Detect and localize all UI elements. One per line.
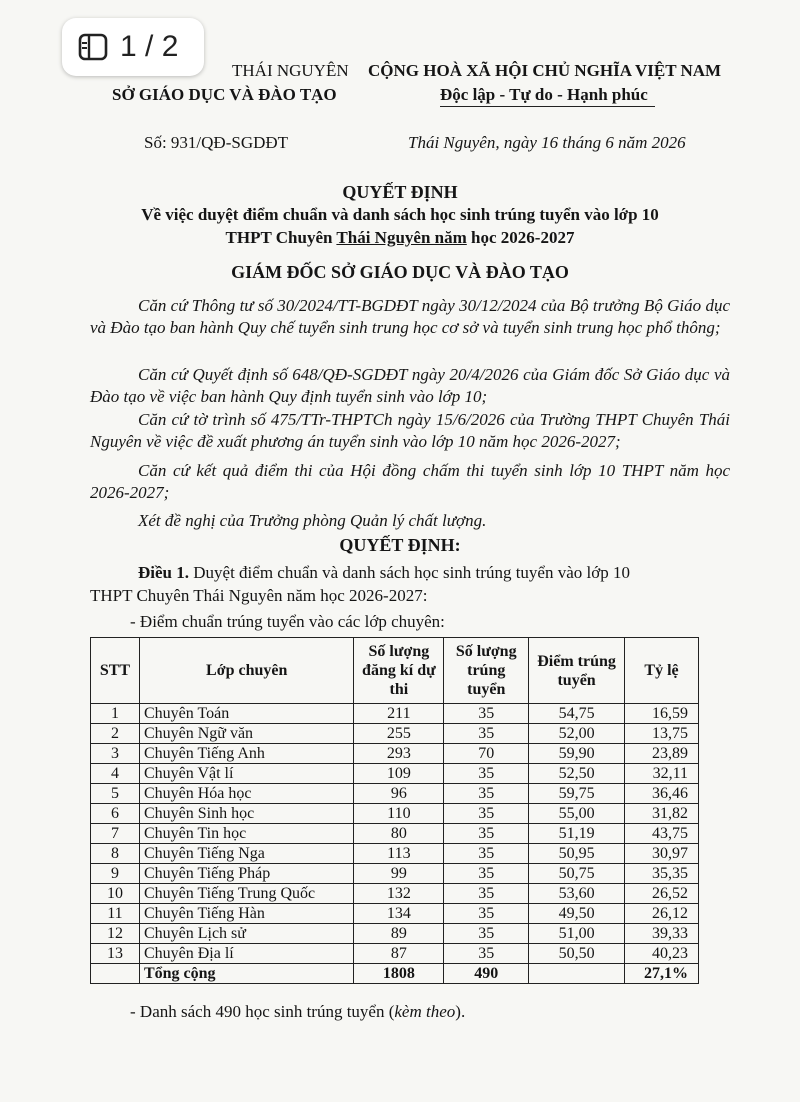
table-cell: 35 <box>444 864 529 884</box>
table-cell: 87 <box>354 944 444 964</box>
table-cell: Chuyên Ngữ văn <box>139 724 353 744</box>
table-cell: 96 <box>354 784 444 804</box>
table-cell: 26,12 <box>625 904 699 924</box>
page-counter-text: 1 / 2 <box>120 30 179 63</box>
decision-heading: QUYẾT ĐỊNH: <box>339 535 461 555</box>
table-cell: 55,00 <box>529 804 625 824</box>
header-registered: Số lượng đăng kí dự thi <box>354 638 444 704</box>
preamble-paragraph: Căn cứ kết quả điểm thi của Hội đồng chấm thi tuyển sinh lớp 10 THPT năm học 2026-2027; <box>90 461 730 502</box>
table-cell: Chuyên Hóa học <box>139 784 353 804</box>
table-cell: 52,50 <box>529 764 625 784</box>
table-cell: 35 <box>444 824 529 844</box>
table-row <box>91 884 699 904</box>
table-cell: 50,95 <box>529 844 625 864</box>
header-class: Lớp chuyên <box>139 638 353 704</box>
table-cell: 59,75 <box>529 784 625 804</box>
admission-score-table <box>90 637 699 984</box>
table-cell: 51,00 <box>529 924 625 944</box>
table-row <box>91 824 699 844</box>
table-cell: 31,82 <box>625 804 699 824</box>
table-cell: Chuyên Toán <box>139 704 353 724</box>
page-counter[interactable] <box>62 18 204 76</box>
table-cell: 113 <box>354 844 444 864</box>
subject-line-2: THPT Chuyên Thái Nguyên năm học 2026-2027 <box>225 228 575 247</box>
table-cell: 35 <box>444 944 529 964</box>
header-cutoff: Điểm trúng tuyển <box>529 638 625 704</box>
table-cell: 49,50 <box>529 904 625 924</box>
nation-title: CỘNG HOÀ XÃ HỘI CHỦ NGHĨA VIỆT NAM <box>368 61 722 80</box>
pages-icon <box>78 33 108 61</box>
table-cell: 16,59 <box>625 704 699 724</box>
table-total-row: Tổng cộng 1808 490 27,1% <box>91 964 699 984</box>
table-cell: 35 <box>444 764 529 784</box>
table-cell: 80 <box>354 824 444 844</box>
table-cell: 39,33 <box>625 924 699 944</box>
table-cell: 36,46 <box>625 784 699 804</box>
table-cell: 54,75 <box>529 704 625 724</box>
table-cell: 12 <box>91 924 140 944</box>
table-cell: 5 <box>91 784 140 804</box>
table-cell: 35 <box>444 724 529 744</box>
table-cell: 293 <box>354 744 444 764</box>
table-cell: 8 <box>91 844 140 864</box>
admitted-list-note: - Danh sách 490 học sinh trúng tuyển (kèm theo). <box>130 1002 466 1021</box>
table-row <box>91 704 699 724</box>
motto-underline <box>440 106 655 107</box>
header-stt: STT <box>91 638 140 704</box>
document-number: Số: 931/QĐ-SGDĐT <box>144 133 289 152</box>
table-cell: 1 <box>91 704 140 724</box>
table-cell: 35,35 <box>625 864 699 884</box>
table-cell: 32,11 <box>625 764 699 784</box>
article-1-line-1: Điều 1. Duyệt điểm chuẩn và danh sách học sinh trúng tuyển vào lớp 10 <box>138 563 630 582</box>
table-cell: 35 <box>444 844 529 864</box>
header-ratio: Tỷ lệ <box>625 638 699 704</box>
table-cell: Chuyên Tiếng Hàn <box>139 904 353 924</box>
table-cell: 30,97 <box>625 844 699 864</box>
table-cell: 26,52 <box>625 884 699 904</box>
preamble-paragraph: Căn cứ tờ trình số 475/TTr-THPTCh ngày 15/6/2026 của Trường THPT Chuyên Thái Nguyên về việc đề xuất phương án tuyển sinh vào lớp 10 năm học 2026-2027; <box>90 410 730 451</box>
header-admitted: Số lượng trúng tuyển <box>444 638 529 704</box>
table-cell: 50,75 <box>529 864 625 884</box>
preamble-paragraph: Căn cứ Quyết định số 648/QĐ-SGDĐT ngày 20/4/2026 của Giám đốc Sở Giáo dục và Đào tạo về việc ban hành Quy định tuyển sinh vào lớp 10; <box>90 365 730 406</box>
table-row <box>91 784 699 804</box>
table-cell: 51,19 <box>529 824 625 844</box>
table-cell: 134 <box>354 904 444 924</box>
table-cell: 4 <box>91 764 140 784</box>
agency-line-1: THÁI NGUYÊN <box>232 61 349 80</box>
table-cell: Chuyên Lịch sử <box>139 924 353 944</box>
table-row <box>91 844 699 864</box>
table-cell: 59,90 <box>529 744 625 764</box>
table-cell: 35 <box>444 924 529 944</box>
table-cell: 52,00 <box>529 724 625 744</box>
table-cell: 211 <box>354 704 444 724</box>
table-cell: 89 <box>354 924 444 944</box>
table-cell: 3 <box>91 744 140 764</box>
preamble-paragraph: Căn cứ Thông tư số 30/2024/TT-BGDĐT ngày 30/12/2024 của Bộ trưởng Bộ Giáo dục và Đào tạo ban hành Quy chế tuyển sinh trung học cơ sở và tuyển sinh trung học phổ thông; <box>90 296 730 337</box>
table-cell: 35 <box>444 884 529 904</box>
table-cell: 7 <box>91 824 140 844</box>
table-cell: Chuyên Sinh học <box>139 804 353 824</box>
table-row <box>91 764 699 784</box>
table-cell: 13,75 <box>625 724 699 744</box>
table-cell: 35 <box>444 804 529 824</box>
table-cell: 99 <box>354 864 444 884</box>
table-cell: Chuyên Tiếng Trung Quốc <box>139 884 353 904</box>
table-cell: 2 <box>91 724 140 744</box>
motto: Độc lập - Tự do - Hạnh phúc <box>440 85 648 104</box>
table-cell: 53,60 <box>529 884 625 904</box>
table-cell: 132 <box>354 884 444 904</box>
table-cell: 70 <box>444 744 529 764</box>
table-header-row <box>91 638 699 704</box>
table-row <box>91 864 699 884</box>
table-cell: 35 <box>444 784 529 804</box>
subject-line-1: Về việc duyệt điểm chuẩn và danh sách học sinh trúng tuyển vào lớp 10 <box>141 205 659 224</box>
document-title: QUYẾT ĐỊNH <box>342 182 458 202</box>
table-cell: Chuyên Vật lí <box>139 764 353 784</box>
table-cell: 110 <box>354 804 444 824</box>
table-row <box>91 904 699 924</box>
table-cell: Chuyên Tiếng Nga <box>139 844 353 864</box>
table-row <box>91 804 699 824</box>
table-cell: 40,23 <box>625 944 699 964</box>
agency-line-2: SỞ GIÁO DỤC VÀ ĐÀO TẠO <box>112 85 337 104</box>
article-1-bullet: - Điểm chuẩn trúng tuyển vào các lớp chuyên: <box>130 612 445 631</box>
authority-heading: GIÁM ĐỐC SỞ GIÁO DỤC VÀ ĐÀO TẠO <box>231 262 569 282</box>
table-row <box>91 724 699 744</box>
table-cell: 43,75 <box>625 824 699 844</box>
table-cell: 35 <box>444 904 529 924</box>
table-row <box>91 924 699 944</box>
preamble-paragraph: Xét đề nghị của Trưởng phòng Quản lý chất lượng. <box>138 511 487 530</box>
table-cell: 11 <box>91 904 140 924</box>
table-cell: 50,50 <box>529 944 625 964</box>
table-cell: 255 <box>354 724 444 744</box>
table-cell: 9 <box>91 864 140 884</box>
table-row <box>91 944 699 964</box>
table-cell: 109 <box>354 764 444 784</box>
place-date: Thái Nguyên, ngày 16 tháng 6 năm 2026 <box>408 133 686 152</box>
table-cell: 35 <box>444 704 529 724</box>
table-cell: Chuyên Địa lí <box>139 944 353 964</box>
table-cell: Chuyên Tiếng Anh <box>139 744 353 764</box>
table-cell: 6 <box>91 804 140 824</box>
table-cell: Chuyên Tin học <box>139 824 353 844</box>
article-1-line-2: THPT Chuyên Thái Nguyên năm học 2026-2027: <box>90 586 428 605</box>
table-cell: 23,89 <box>625 744 699 764</box>
table-cell: 13 <box>91 944 140 964</box>
table-row <box>91 744 699 764</box>
table-cell: 10 <box>91 884 140 904</box>
table-cell: Chuyên Tiếng Pháp <box>139 864 353 884</box>
